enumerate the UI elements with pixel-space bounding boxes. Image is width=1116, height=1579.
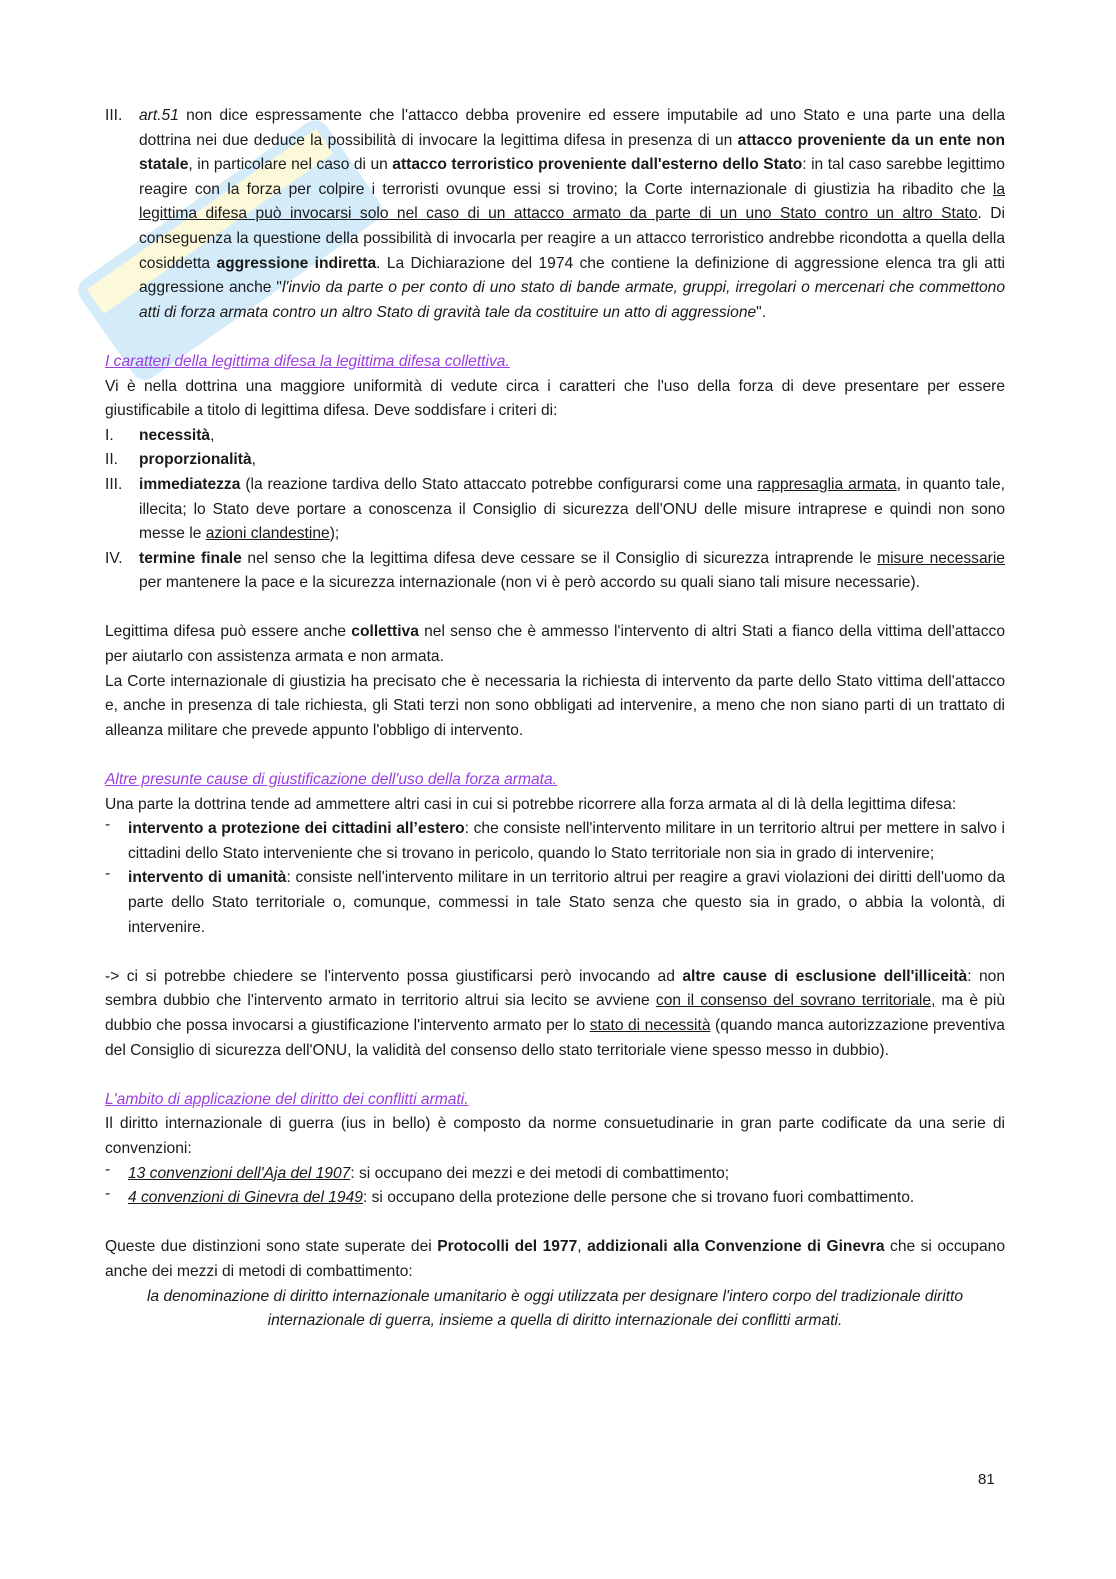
list-item-intervento-umanita: - intervento di umanità: consiste nell'intervento militare in un territorio altrui per reagire a gravi violazioni dei diritti dell'uomo da parte dello Stato territoriale o, comunque, commessi in tale Stato senza che questo sia in grado, o abbia la volontà, di intervenire. <box>105 865 1005 936</box>
criterion-ii: II. proporzionalità, <box>105 451 256 469</box>
paragraph-intro-altre-cause: Una parte la dottrina tende ad ammettere altri casi in cui si potrebbe ricorrere alla forza armata al di là della legittima difesa: <box>105 795 957 813</box>
criterion-iii-non-state-attack: III. art.51 non dice espressamente che l'attacco debba provenire ed essere imputabile ad uno Stato e una parte una della dottrina nei due deduce la possibilità di invocare la legittima difesa in presenza di un attacco proveniente da un ente non statale, in particolare nel caso di un attacco terroristico proveniente dall'esterno dello Stato: in tal caso sarebbe legittimo reagire con la forza per colpire i terroristi ovunque essi si trovino; la Corte internazionale di giustizia ha ribadito che la legittima difesa può invocarsi solo nel caso di un attacco armato da parte di un uno Stato contro un altro Stato. Di conseguenza la questione della possibilità di invocarla per reagire a un attacco terroristico andrebbe ricondotta a quella della cosiddetta aggressione indiretta. La Dichiarazione del 1974 che contiene la definizione di aggressione elenca tra gli atti aggressione anche "l'invio da parte o per conto di uno stato di bande armate, gruppi, irregolari o mercenari che commettono atti di forza armata contro un altro Stato di gravità tale da costituire un atto di aggressione". <box>105 107 1006 321</box>
paragraph-intro-caratteri: Vi è nella dottrina una maggiore uniformità di vedute circa i caratteri che l'uso della forza di deve presentare per essere giustificabile a titolo di legittima difesa. Deve soddisfare i criteri di: <box>105 377 1005 420</box>
list-item-protezione-cittadini: - intervento a protezione dei cittadini all’estero: che consiste nell'intervento militare in un territorio altrui per mettere in salvo i cittadini dello Stato interveniente che si trovano in pericolo, quando lo Stato territoriale non sia in grado di intervenire; <box>105 816 1005 862</box>
criterion-iii: III. immediatezza (la reazione tardiva dello Stato attaccato potrebbe configurarsi come una rappresaglia armata, in quanto tale, illecita; lo Stato deve portare a conoscenza il Consiglio di sicurezza dell'ONU delle misure intraprese e quindi non sono messe le azioni clandestine); <box>105 475 1006 543</box>
criterion-i: I. necessità, <box>105 426 215 444</box>
paragraph-corte: La Corte internazionale di giustizia ha precisato che è necessaria la richiesta di intervento da parte dello Stato vittima dell'attacco e, anche in presenza di tale richiesta, gli Stati terzi non sono obbligati ad intervenire, a meno che non siano parti di un trattato di alleanza militare che prevede appunto l'obbligo di intervento. <box>105 672 1005 739</box>
section-heading-ambito: L'ambito di applicazione del diritto dei conflitti armati. <box>105 1090 469 1108</box>
page-number: 81 <box>978 1471 995 1488</box>
document-page <box>105 104 1005 1334</box>
paragraph-protocolli: Queste due distinzioni sono state superate dei Protocolli del 1977, addizionali alla Convenzione di Ginevra che si occupano anche dei mezzi di metodi di combattimento: <box>105 1238 1005 1280</box>
paragraph-collettiva: Legittima difesa può essere anche collettiva nel senso che è ammesso l'intervento di altri Stati a fianco della vittima dell'attacco per aiutarlo con assistenza armata e non armata. <box>105 623 1005 666</box>
section-heading-caratteri: I caratteri della legittima difesa la legittima difesa collettiva. <box>105 352 510 370</box>
list-item-convenzioni-aja: - 13 convenzioni dell'Aja del 1907: si occupano dei mezzi e dei metodi di combattimento; <box>105 1160 730 1182</box>
quote-diritto-umanitario: la denominazione di diritto internazionale umanitario è oggi utilizzata per designare l'intero corpo del tradizionale diritto internazionale di guerra, insieme a quella di diritto internazionale dei conflitti armati. <box>146 1287 964 1330</box>
list-item-convenzioni-ginevra: - 4 convenzioni di Ginevra del 1949: si occupano della protezione delle persone che si trovano fuori combattimento. <box>105 1185 915 1207</box>
paragraph-cause-esclusione: -> ci si potrebbe chiedere se l'intervento possa giustificarsi però invocando ad altre cause di esclusione dell'illiceità: non sembra dubbio che l'intervento armato in territorio altrui sia lecito se avviene con il consenso del sovrano territoriale, ma è più dubbio che possa invocarsi a giustificazione l'intervento armato per lo stato di necessità (quando manca autorizzazione preventiva del Consiglio di sicurezza dell'ONU, la validità del consenso dello stato territoriale viene spesso messo in dubbio). <box>105 967 1006 1059</box>
criterion-iv: IV. termine finale nel senso che la legittima difesa deve cessare se il Consiglio di sicurezza intraprende le misure necessarie per mantenere la pace e la sicurezza internazionale (non vi è però accordo su quali siano tali misure necessarie). <box>105 549 1005 592</box>
paragraph-intro-ambito: Il diritto internazionale di guerra (ius in bello) è composto da norme consuetudinarie in gran parte codificate da una serie di convenzioni: <box>105 1115 1005 1157</box>
section-heading-altre-cause: Altre presunte cause di giustificazione dell'uso della forza armata. <box>105 771 557 789</box>
